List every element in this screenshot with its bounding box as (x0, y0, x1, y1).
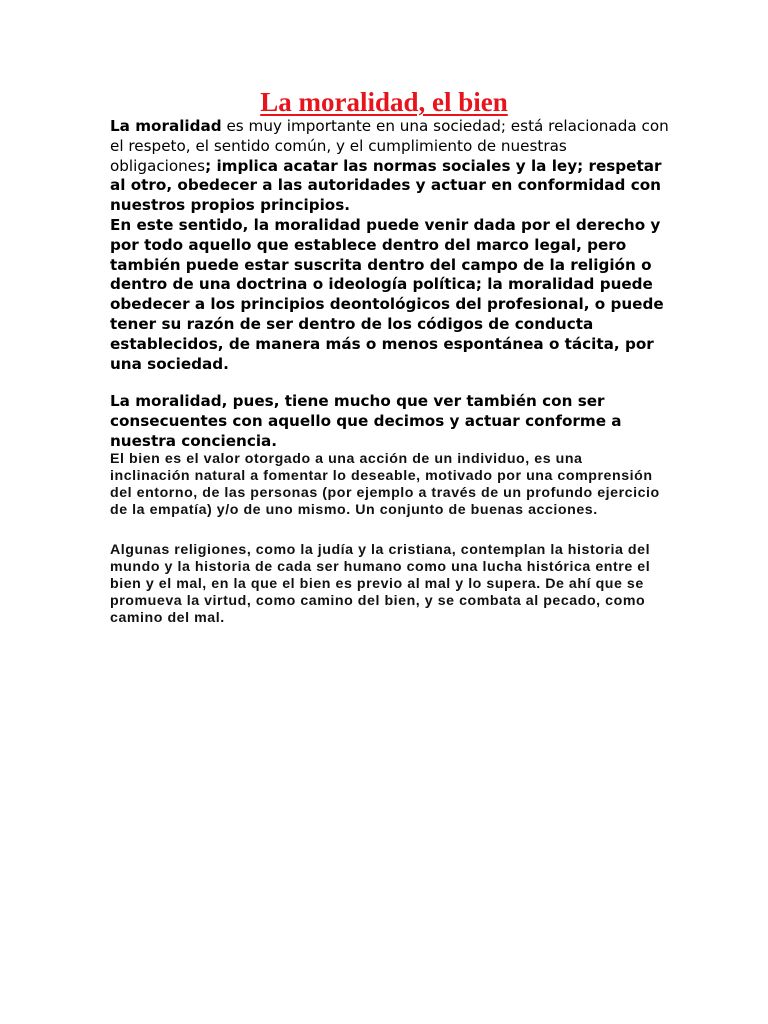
paragraph-semicolon: ; (205, 156, 212, 175)
paragraph-consecuentes: La moralidad, pues, tiene mucho que ver también con ser consecuentes con aquello que decimos y actuar conforme a nuestra conciencia. (110, 392, 622, 450)
paragraph-moralidad-intro (110, 117, 670, 216)
paragraph-plain-text: es muy importante en una sociedad; está relacionada con el respeto, el sentido común, y el cumplimiento de nuestras obligaciones (110, 117, 669, 175)
paragraph-el-bien: El bien es el valor otorgado a una acción de un individuo, es una inclinación natural a fomentar lo deseable, motivado por una comprensión del entorno, de las personas (por ejemplo a través de un profundo ejercicio de la empatía) y/o de uno mismo. Un conjunto de buenas acciones. (110, 451, 660, 518)
paragraph-bold-text: implica acatar las normas sociales y la ley; respetar al otro, obedecer a las autoridades y actuar en conformidad con nuestros propios principios. (110, 156, 662, 215)
paragraph-lead-term: La moralidad (110, 117, 222, 135)
body-text-block (110, 117, 670, 452)
paragraph-en-este-sentido: En este sentido, la moralidad puede venir dada por el derecho y por todo aquello que establece dentro del marco legal, pero también puede estar suscrita dentro del campo de la religión o dentro de una doctrina o ideología política; la moralidad puede obedecer a los principios deontológicos del profesional, o puede tener su razón de ser dentro de los códigos de conducta establecidos, de manera más o menos espontánea o tácita, por una sociedad. (110, 215, 664, 373)
paragraph-religiones: Algunas religiones, como la judía y la cristiana, contemplan la historia del mundo y la historia de cada ser humano como una lucha histórica entre el bien y el mal, en la que el bien es previo al mal y lo supera. De ahí que se promueva la virtud, como camino del bien, y se combata al pecado, como camino del mal. (110, 542, 651, 626)
document-title: La moralidad, el bien (260, 87, 508, 117)
